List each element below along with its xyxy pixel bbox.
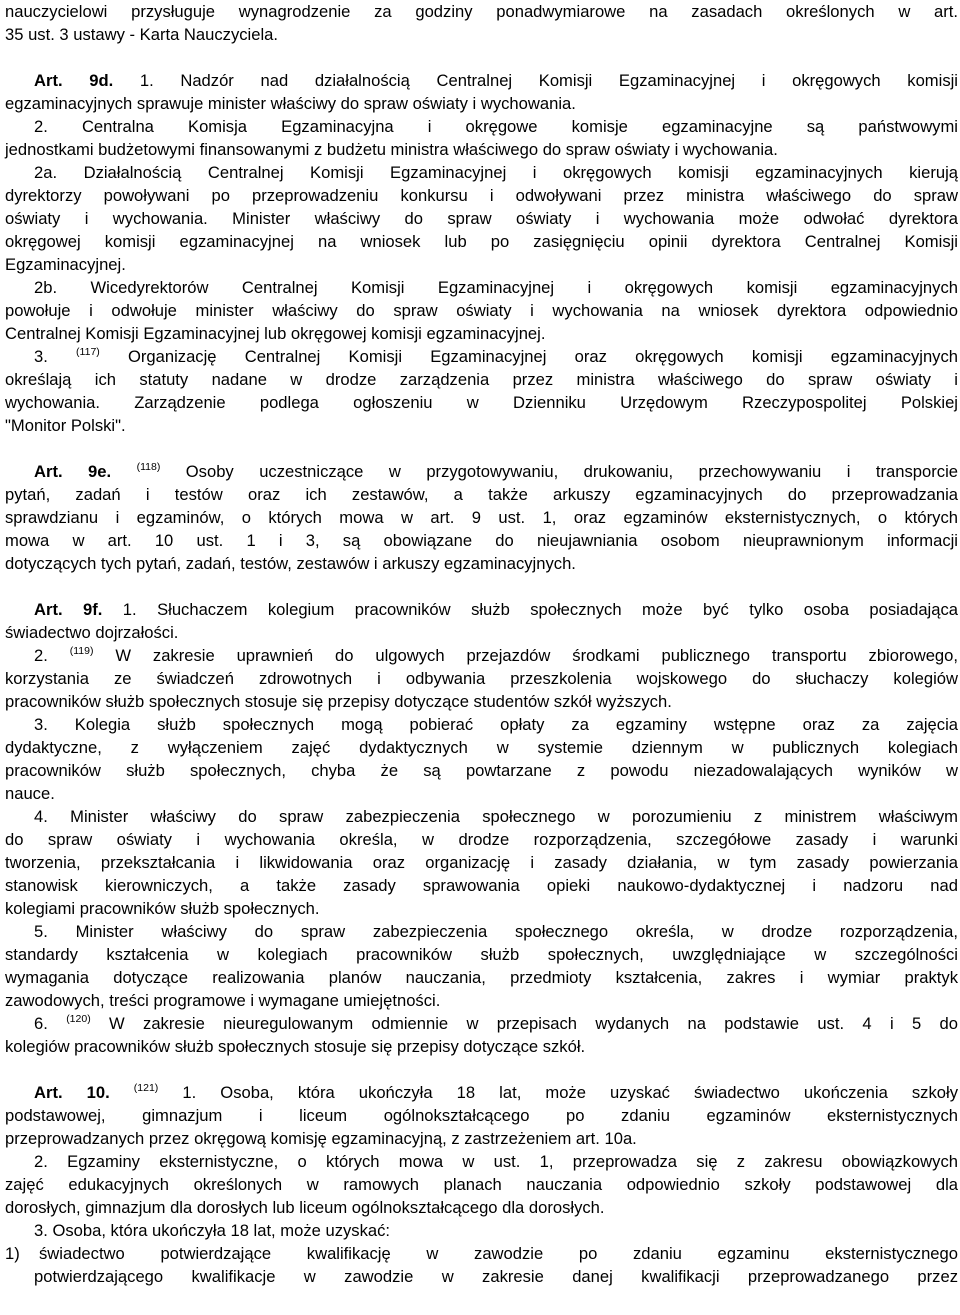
article-heading-line: Art. 9d. 1. Nadzór nad działalnością Centralnej Komisji Egzaminacyjnej i okręgowych komisji bbox=[34, 71, 958, 90]
list-item-line: 1) świadectwo potwierdzające kwalifikację w zawodzie po zdaniu egzaminu eksternistycznego bbox=[5, 1242, 958, 1265]
text-line: 3. $^{(117)}$ Organizację Centralnej Komisji Egzaminacyjnej oraz okręgowych komisji egzaminacyjnych bbox=[34, 346, 958, 366]
text-line: sprawdzianu i egzaminów, o których mowa w art. 9 ust. 1, oraz egzaminów eksternistycznych, o których bbox=[5, 508, 958, 527]
text-line: pracowników służb społecznych stosuje się przepisy dotyczące studentów szkół wyższych. bbox=[5, 692, 672, 711]
footnote-ref: (119) bbox=[69, 645, 94, 657]
text-line: 5. Minister właściwy do spraw zabezpieczenia społecznego określa, w drodze rozporządzenia, bbox=[34, 922, 958, 941]
list-item-number: 1) bbox=[5, 1244, 20, 1263]
text-line: potwierdzającego kwalifikacje w zawodzie w zakresie danej kwalifikacji przeprowadzanego przez bbox=[34, 1267, 958, 1286]
text-line: określają ich statuty nadane w drodze zarządzenia przez ministra właściwego do spraw oświaty i bbox=[5, 370, 958, 389]
text-line: wymagania dotyczące realizowania planów nauczania, przedmioty kształcenia, zakres i wymiar praktyk bbox=[5, 968, 958, 987]
text-line: do spraw oświaty i wychowania określa, w drodze rozporządzenia, szczegółowe zasady i warunki bbox=[5, 830, 958, 849]
article-number: Art. 9e. bbox=[34, 462, 112, 481]
footnote-ref: (121) bbox=[133, 1082, 159, 1094]
text-line: powołuje i odwołuje minister właściwy do spraw oświaty i wychowania na wniosek dyrektora odpowiednio bbox=[5, 301, 958, 320]
text-line: 2b. Wicedyrektorów Centralnej Komisji Egzaminacyjnej i okręgowych komisji egzaminacyjnych bbox=[34, 278, 958, 297]
text-line: świadectwo dojrzałości. bbox=[5, 623, 179, 642]
text-line: pytań, zadań i testów oraz ich zestawów, a także arkuszy egzaminacyjnych do przeprowadzania bbox=[5, 485, 958, 504]
text-line: mowa w art. 10 ust. 1 i 3, są obowiązane do nieujawniania osobom nieuprawnionym informacji bbox=[5, 531, 958, 550]
footnote-ref: (117) bbox=[76, 346, 100, 358]
text-line: 2. Centralna Komisja Egzaminacyjna i okręgowe komisje egzaminacyjne są państwowymi bbox=[34, 117, 958, 136]
text-line: 3. Osoba, która ukończyła 18 lat, może uzyskać: bbox=[34, 1221, 391, 1240]
text-line: dyrektorzy powoływani po przeprowadzeniu konkursu i odwoływani przez ministra właściwego do spraw bbox=[5, 186, 958, 205]
text-line: dydaktyczne, z wyłączeniem zajęć dydaktycznych w systemie dziennym w publicznych kolegiach bbox=[5, 738, 958, 757]
text-line: 2. $^{(119)}$ W zakresie uprawnień do ulgowych przejazdów środkami publicznego transportu zbiorowego, bbox=[34, 645, 958, 665]
text-line: jednostkami budżetowymi finansowanymi z budżetu ministra właściwego do spraw oświaty i wychowania. bbox=[5, 140, 778, 159]
article-heading-line: Art. 10. $^{(121)}$ 1. Osoba, która ukończyła 18 lat, może uzyskać świadectwo ukończenia szkoły bbox=[34, 1082, 958, 1102]
text-line: tworzenia, przekształcania i likwidowania oraz organizację i zasady działania, w tym zasady powierzania bbox=[5, 853, 958, 872]
text-line: 3. Kolegia służb społecznych mogą pobierać opłaty za egzaminy wstępne oraz za zajęcia bbox=[34, 715, 958, 734]
text-line: egzaminacyjnych sprawuje minister właściwy do spraw oświaty i wychowania. bbox=[5, 94, 576, 113]
article-number: Art. 10. bbox=[34, 1083, 110, 1102]
text-line: nauce. bbox=[5, 784, 55, 803]
footnote-ref: (118) bbox=[136, 461, 161, 473]
text-line: stanowisk kierowniczych, a także zasady sprawowania opieki naukowo-dydaktycznej i nadzoru nad bbox=[5, 876, 958, 895]
text-line: zajęć edukacyjnych określonych w ramowych planach nauczania odpowiednio szkoły podstawowej dla bbox=[5, 1175, 958, 1194]
text-line: kolegiami pracowników służb społecznych. bbox=[5, 899, 320, 918]
text-line: Centralnej Komisji Egzaminacyjnej lub okręgowej komisji egzaminacyjnej. bbox=[5, 324, 546, 343]
text-line: pracowników służb społecznych, chyba że są powtarzane z powodu niezadowalających wyników w bbox=[5, 761, 958, 780]
article-heading-line: Art. 9f. 1. Słuchaczem kolegium pracowników służb społecznych może być tylko osoba posiadająca bbox=[34, 600, 958, 619]
footnote-ref: (120) bbox=[66, 1013, 91, 1025]
text-line: 6. $^{(120)}$ W zakresie nieuregulowanym odmiennie w przepisach wydanych na podstawie ust. 4 i 5 do bbox=[34, 1013, 958, 1033]
text-line: 2a. Działalnością Centralnej Komisji Egzaminacyjnej i okręgowych komisji egzaminacyjnych kierują bbox=[34, 163, 958, 182]
article-number: Art. 9f. bbox=[34, 600, 103, 619]
text-line: dorosłych, gimnazjum dla dorosłych lub liceum ogólnokształcącego dla dorosłych. bbox=[5, 1198, 605, 1217]
text-line: nauczycielowi przysługuje wynagrodzenie za godziny ponadwymiarowe na zasadach określonych w art. bbox=[5, 2, 958, 21]
text-line: zawodowych, treści programowe i wymagane umiejętności. bbox=[5, 991, 441, 1010]
article-number: Art. 9d. bbox=[34, 71, 114, 90]
text-line: korzystania ze świadczeń zdrowotnych i odbywania przeszkolenia wojskowego do słuchaczy kolegiów bbox=[5, 669, 958, 688]
text-line: dotyczących tych pytań, zadań, testów, zestawów i arkuszy egzaminacyjnych. bbox=[5, 554, 576, 573]
text-line: wychowania. Zarządzenie podlega ogłoszeniu w Dzienniku Urzędowym Rzeczypospolitej Polskiej bbox=[5, 393, 958, 412]
text-line: Egzaminacyjnej. bbox=[5, 255, 126, 274]
text-line: 35 ust. 3 ustawy - Karta Nauczyciela. bbox=[5, 25, 278, 44]
text-line: podstawowej, gimnazjum i liceum ogólnokształcącego po zdaniu egzaminów eksternistycznych bbox=[5, 1106, 958, 1125]
text-line: 4. Minister właściwy do spraw zabezpieczenia społecznego w porozumieniu z ministrem właściwym bbox=[34, 807, 958, 826]
text-line: oświaty i wychowania. Minister właściwy do spraw oświaty i wychowania może odwołać dyrektora bbox=[5, 209, 958, 228]
text-line: standardy kształcenia w kolegiach pracowników służb społecznych, uwzględniające w szczególności bbox=[5, 945, 958, 964]
article-heading-line: Art. 9e. $^{(118)}$ Osoby uczestniczące w przygotowywaniu, drukowaniu, przechowywaniu i transporcie bbox=[34, 461, 958, 481]
text-line: "Monitor Polski". bbox=[5, 416, 126, 435]
text-line: 2. Egzaminy eksternistyczne, o których mowa w ust. 1, przeprowadza się z zakresu obowiązkowych bbox=[34, 1152, 958, 1171]
text-line: okręgowej komisji egzaminacyjnej na wniosek lub po zasięgnięciu opinii dyrektora Centralnej Komisji bbox=[5, 232, 958, 251]
text-line: przeprowadzanych przez okręgową komisję egzaminacyjną, z zastrzeżeniem art. 10a. bbox=[5, 1129, 637, 1148]
text-line: kolegiów pracowników służb społecznych stosuje się przepisy dotyczące szkół. bbox=[5, 1037, 586, 1056]
